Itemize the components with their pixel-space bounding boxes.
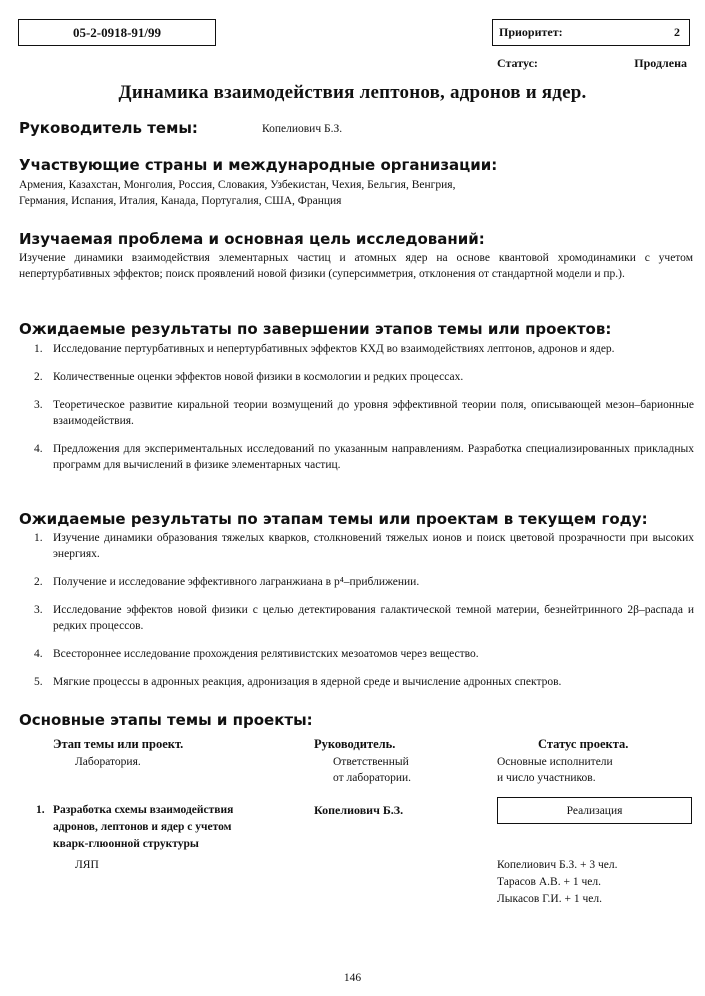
leader-label: Руководитель темы: <box>19 119 198 137</box>
participant-line: Лыкасов Г.И. + 1 чел. <box>497 893 602 905</box>
item-text: Предложения для экспериментальных исследований по указанным направлениям. Разработка специализированных прикладных программ для вычислений в физике элементарных частиц. <box>53 443 694 471</box>
item-number: 2. <box>34 371 43 383</box>
column-sub-participants <box>497 754 613 786</box>
expected-year-heading: Ожидаемые результаты по этапам темы или проектам в текущем году: <box>19 510 648 528</box>
column-sub-responsible-line-1: Ответственный <box>333 756 409 768</box>
stage-title <box>53 802 233 853</box>
item-text: Количественные оценки эффектов новой физики в космологии и редких процессах. <box>53 371 464 383</box>
item-number: 4. <box>34 648 43 660</box>
expected-completion-heading: Ожидаемые результаты по завершении этапов темы или проектов: <box>19 320 612 338</box>
countries-line-2: Германия, Испания, Италия, Канада, Португалия, США, Франция <box>19 195 342 207</box>
stage-title-line-1: Разработка схемы взаимодействия <box>53 804 234 816</box>
list-item <box>34 397 694 429</box>
column-sub-lab: Лаборатория. <box>75 756 141 768</box>
list-item <box>34 341 694 357</box>
stage-title-line-2: адронов, лептонов и ядер с учетом <box>53 821 232 833</box>
stage-status-box <box>497 797 692 824</box>
item-number: 5. <box>34 676 43 688</box>
list-item <box>34 574 694 590</box>
expected-completion-list <box>34 341 694 473</box>
stage-leader: Копелиович Б.З. <box>314 803 404 817</box>
column-head-leader: Руководитель. <box>314 737 396 751</box>
item-number: 3. <box>34 604 43 616</box>
stage-participants <box>497 857 617 908</box>
countries-line-1: Армения, Казахстан, Монголия, Россия, Словакия, Узбекистан, Чехия, Бельгия, Венгрия, <box>19 179 456 191</box>
priority-value: 2 <box>674 25 680 39</box>
list-item <box>34 646 694 662</box>
item-text: Получение и исследование эффективного лагранжиана в p⁴–приближении. <box>53 576 420 588</box>
stages-heading: Основные этапы темы и проекты: <box>19 711 313 729</box>
column-sub-responsible <box>333 754 411 786</box>
list-item <box>34 674 694 690</box>
column-sub-participants-line-1: Основные исполнители <box>497 756 613 768</box>
column-sub-responsible-line-2: от лаборатории. <box>333 772 412 784</box>
item-number: 1. <box>34 343 43 355</box>
countries-heading: Участвующие страны и международные организации: <box>19 156 498 174</box>
list-item <box>34 369 694 385</box>
item-text: Всестороннее исследование прохождения релятивистских мезоатомов через вещество. <box>53 648 479 660</box>
item-text: Изучение динамики образования тяжелых кварков, столкновений тяжелых ионов и поиск цветовой прозрачности при высоких энергиях. <box>53 532 694 560</box>
stage-title-line-3: кварк-глюонной структуры <box>53 838 199 850</box>
expected-year-list <box>34 530 694 690</box>
stage-number: 1. <box>36 804 45 816</box>
problem-heading: Изучаемая проблема и основная цель исследований: <box>19 230 485 248</box>
list-item <box>34 441 694 473</box>
list-item <box>34 530 694 562</box>
stage-lab: ЛЯП <box>75 859 99 871</box>
stage-status: Реализация <box>566 804 623 817</box>
leader-name: Копелиович Б.З. <box>262 123 343 135</box>
item-text: Исследование эффектов новой физики с целью детектирования галактической темной материи, безнейтринного 2β–распада и редких процессов. <box>53 604 694 632</box>
status-label: Статус: <box>497 56 538 70</box>
priority-label: Приоритет: <box>499 25 563 39</box>
participant-line: Тарасов А.В. + 1 чел. <box>497 876 601 888</box>
item-number: 4. <box>34 443 43 455</box>
page-number: 146 <box>343 972 362 984</box>
item-number: 1. <box>34 532 43 544</box>
item-number: 2. <box>34 576 43 588</box>
column-head-status: Статус проекта. <box>538 737 629 751</box>
item-text: Теоретическое развитие киральной теории возмущений до уровня эффективной теории поля, описывающей мезон–барионные взаимодействия. <box>53 399 694 427</box>
countries-text <box>19 177 693 209</box>
status-value: Продлена <box>634 56 687 70</box>
column-sub-participants-line-2: и число участников. <box>497 772 596 784</box>
page-title: Динамика взаимодействия лептонов, адронов и ядер. <box>118 82 587 103</box>
item-number: 3. <box>34 399 43 411</box>
column-head-stage: Этап темы или проект. <box>53 737 184 751</box>
document-code-box <box>18 19 216 46</box>
status-line <box>497 56 687 71</box>
item-text: Мягкие процессы в адронных реакция, адронизация в ядерной среде и вычисление адронных спектров. <box>53 676 562 688</box>
problem-text: Изучение динамики взаимодействия элементарных частиц и атомных ядер на основе квантовой хромодинамики с учетом непертурбативных эффектов; поиск проявлений новой физики (суперсимметрия, отклонения от стандартной модели и пр.). <box>19 252 693 280</box>
priority-box <box>492 19 690 46</box>
item-text: Исследование пертурбативных и непертурбативных эффектов КХД во взаимодействиях лептонов, адронов и ядер. <box>53 343 615 355</box>
participant-line: Копелиович Б.З. + 3 чел. <box>497 859 618 871</box>
document-code: 05-2-0918-91/99 <box>72 24 162 40</box>
list-item <box>34 602 694 634</box>
